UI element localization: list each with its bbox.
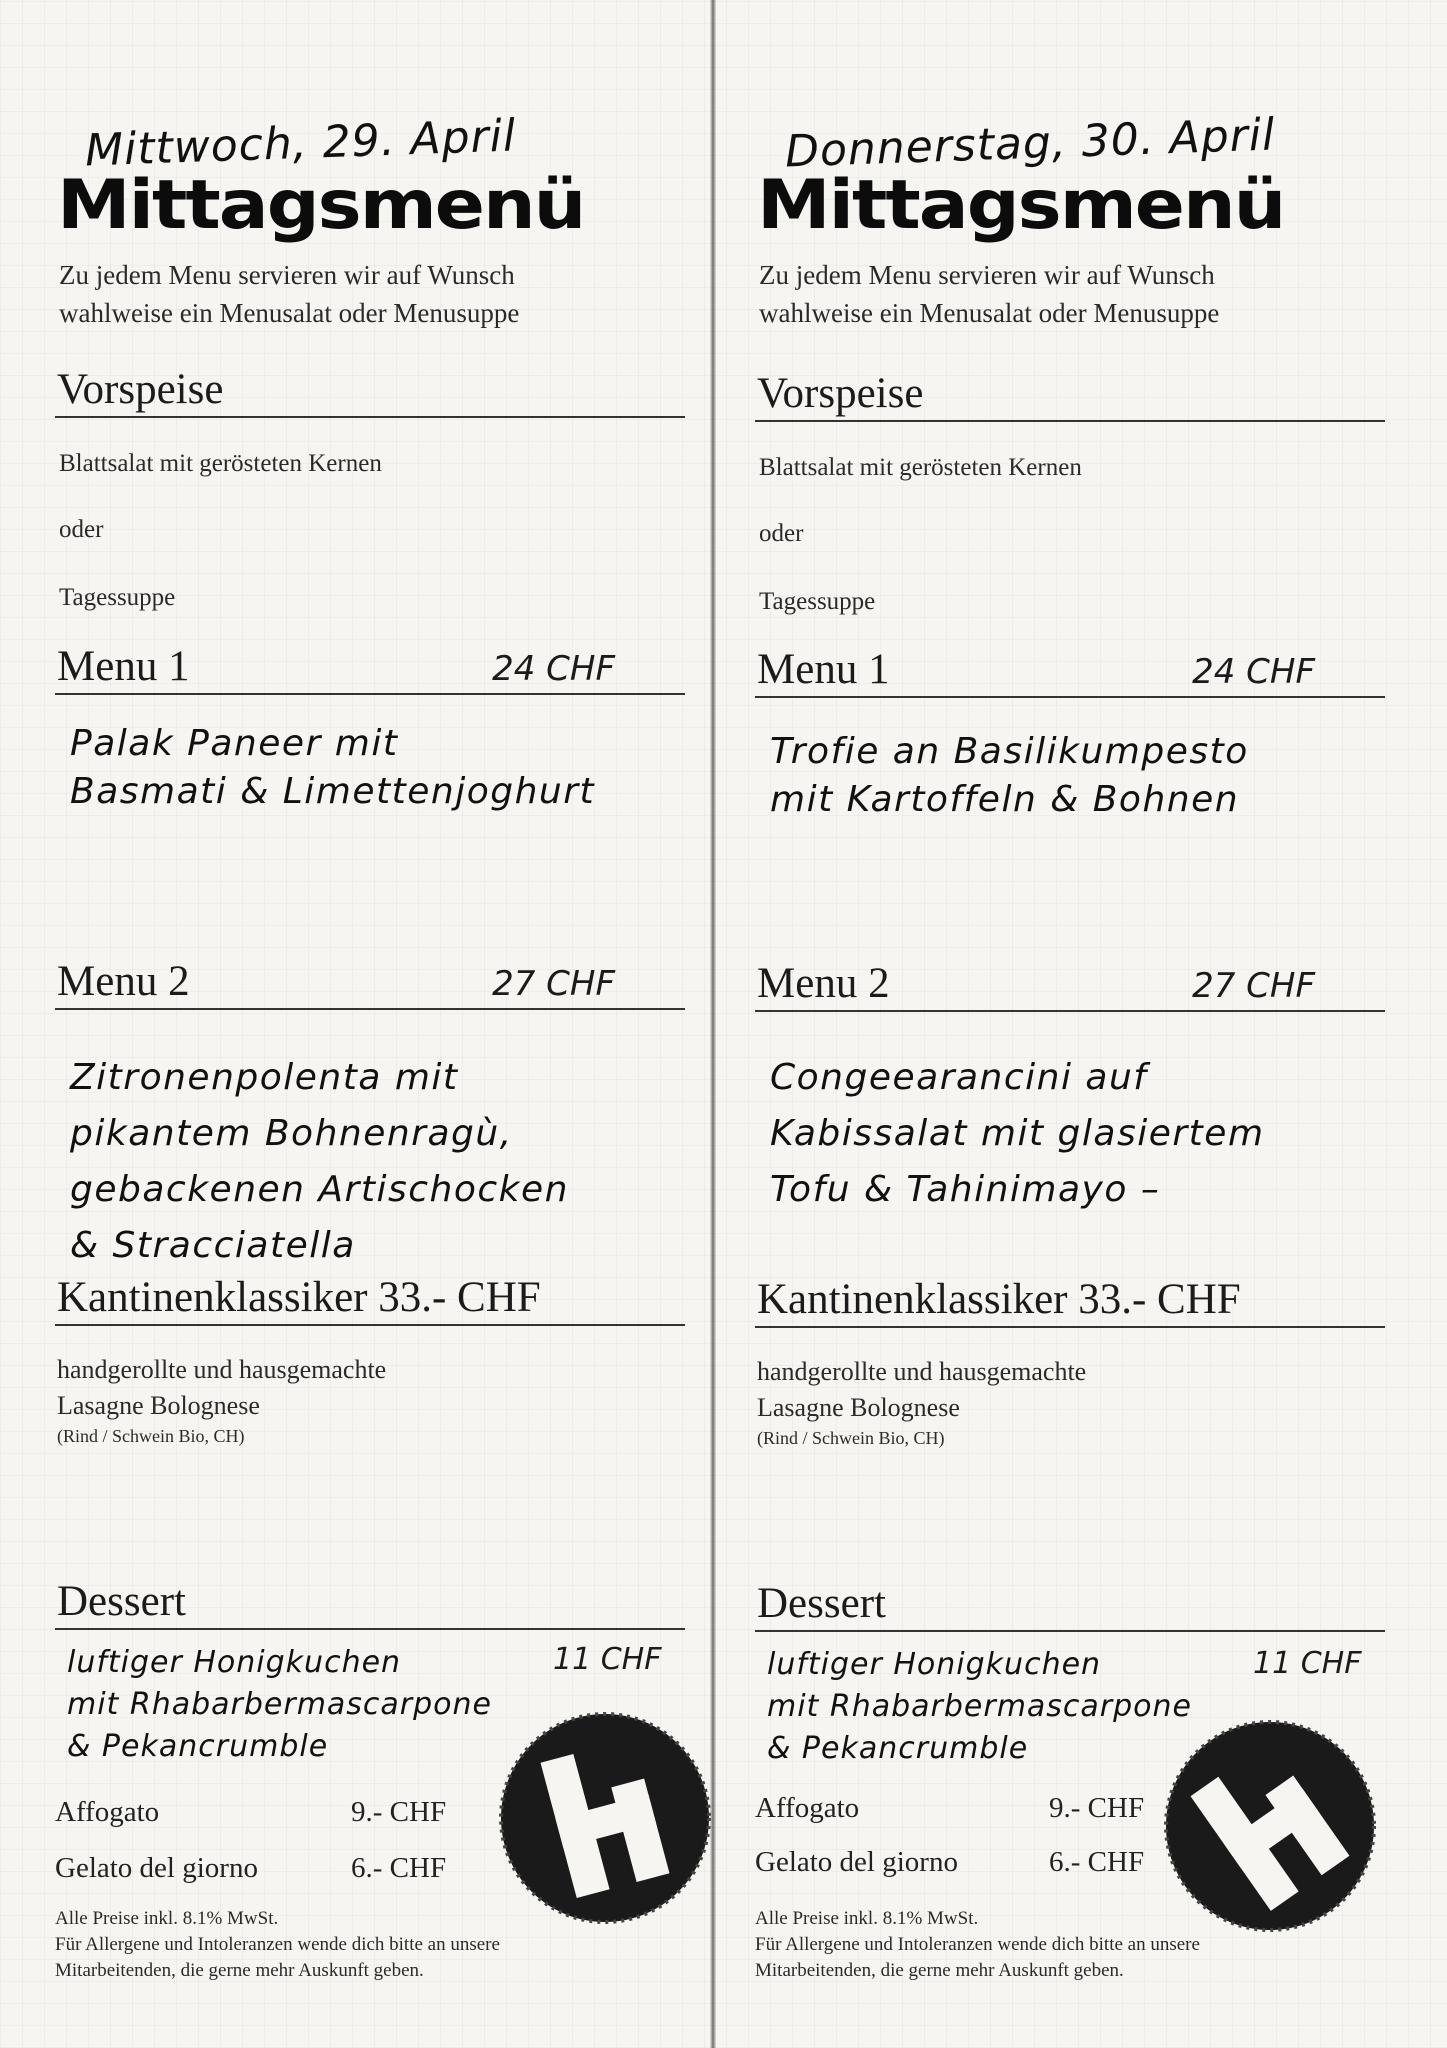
menu-1-dish [70, 720, 595, 816]
dish-line: Palak Paneer mit [70, 723, 399, 764]
dish-line: mit Rhabarbermascarpone [767, 1689, 1193, 1724]
dish-line: & Pekancrumble [67, 1729, 329, 1764]
section-label: Menu 1 [57, 643, 190, 690]
klassiker-line: Lasagne Bolognese [757, 1393, 960, 1422]
section-vorspeise [755, 372, 1385, 422]
menu-price: 27 CHF [492, 964, 615, 1004]
gelato-label: Gelato del giorno [55, 1852, 258, 1884]
klassiker-description [57, 1352, 386, 1448]
gelato-price: 6.- CHF [1049, 1846, 1145, 1878]
section-dessert [755, 1582, 1385, 1632]
dish-line: gebackenen Artischocken [70, 1169, 569, 1210]
klassiker-line: handgerollte und hausgemachte [57, 1355, 387, 1384]
affogato-price: 9.- CHF [351, 1796, 447, 1828]
intro-line: wahlweise ein Menusalat oder Menusuppe [759, 298, 1220, 328]
dish-line: pikantem Bohnenragù, [70, 1113, 513, 1154]
gelato-label: Gelato del giorno [755, 1846, 958, 1878]
dish-line: & Stracciatella [70, 1225, 356, 1266]
dish-line: Basmati & Limettenjoghurt [70, 771, 596, 812]
footer-line: Für Allergene und Intoleranzen wende dich bitte an unsere [55, 1934, 500, 1955]
footer-note [55, 1906, 500, 1984]
dessert-dish [67, 1642, 492, 1768]
dish-line: Congeearancini auf [770, 1057, 1148, 1098]
menu-card-wednesday [55, 0, 695, 2048]
vorspeise-item: Tagessuppe [759, 588, 876, 615]
section-label: Vorspeise [57, 366, 224, 413]
section-label: Kantinenklassiker 33.- CHF [57, 1274, 541, 1321]
dish-line: mit Rhabarbermascarpone [67, 1687, 493, 1722]
handwritten-date: Donnerstag, 30. April [784, 109, 1277, 178]
vorspeise-item: Blattsalat mit gerösteten Kernen [759, 454, 1082, 481]
section-kantinenklassiker [55, 1276, 685, 1326]
affogato-label: Affogato [755, 1792, 860, 1824]
footer-line: Alle Preise inkl. 8.1% MwSt. [755, 1908, 979, 1929]
section-menu-2 [55, 960, 685, 1010]
dessert-dish [767, 1644, 1192, 1770]
dish-line: Kabissalat mit glasiertem [770, 1113, 1265, 1154]
menu-card-thursday [755, 0, 1395, 2048]
gelato-price: 6.- CHF [351, 1852, 447, 1884]
dish-line: luftiger Honigkuchen [67, 1645, 402, 1680]
section-menu-1 [55, 645, 685, 695]
menu-title: Mittagsmenü [57, 165, 585, 245]
dish-line: & Pekancrumble [767, 1731, 1029, 1766]
section-label: Menu 2 [757, 960, 890, 1007]
footer-note [755, 1906, 1200, 1984]
section-label: Vorspeise [757, 370, 924, 417]
vorspeise-item: Blattsalat mit gerösteten Kernen [59, 450, 382, 477]
footer-line: Mitarbeitenden, die gerne mehr Auskunft geben. [755, 1960, 1124, 1981]
section-label: Dessert [57, 1578, 186, 1625]
menu-1-dish [770, 728, 1249, 824]
section-menu-1 [755, 648, 1385, 698]
menu-price: 24 CHF [1192, 652, 1315, 692]
section-kantinenklassiker [755, 1278, 1385, 1328]
footer-line: Mitarbeitenden, die gerne mehr Auskunft geben. [55, 1960, 424, 1981]
dessert-price: 11 CHF [1253, 1646, 1362, 1681]
menu-price: 27 CHF [1192, 966, 1315, 1006]
section-label: Dessert [757, 1580, 886, 1627]
section-label: Menu 1 [757, 646, 890, 693]
h-logo-stamp-icon [1160, 1716, 1380, 1936]
klassiker-line: (Rind / Schwein Bio, CH) [57, 1426, 245, 1446]
affogato-label: Affogato [55, 1796, 160, 1828]
intro-line: wahlweise ein Menusalat oder Menusuppe [59, 298, 520, 328]
dish-line: Trofie an Basilikumpesto [770, 731, 1249, 772]
menu-price: 24 CHF [492, 649, 615, 689]
klassiker-description [757, 1354, 1086, 1450]
klassiker-line: Lasagne Bolognese [57, 1391, 260, 1420]
klassiker-line: (Rind / Schwein Bio, CH) [757, 1428, 945, 1448]
intro-line: Zu jedem Menu servieren wir auf Wunsch [759, 260, 1215, 290]
vorspeise-item: oder [59, 516, 104, 543]
menu-2-dish [70, 1050, 569, 1274]
klassiker-line: handgerollte und hausgemachte [757, 1357, 1087, 1386]
vorspeise-item: oder [759, 520, 804, 547]
menu-intro [759, 256, 1379, 332]
dessert-price: 11 CHF [553, 1642, 662, 1677]
h-logo-stamp-icon [495, 1708, 715, 1928]
dish-line: luftiger Honigkuchen [767, 1647, 1102, 1682]
vorspeise-item: Tagessuppe [59, 584, 176, 611]
footer-line: Für Allergene und Intoleranzen wende dich bitte an unsere [755, 1934, 1200, 1955]
menu-title: Mittagsmenü [757, 165, 1285, 245]
menu-2-dish [770, 1050, 1265, 1218]
affogato-price: 9.- CHF [1049, 1792, 1145, 1824]
handwritten-date: Mittwoch, 29. April [84, 110, 517, 177]
footer-line: Alle Preise inkl. 8.1% MwSt. [55, 1908, 279, 1929]
section-label: Menu 2 [57, 958, 190, 1005]
section-menu-2 [755, 962, 1385, 1012]
dish-line: Tofu & Tahinimayo – [770, 1169, 1161, 1210]
dish-line: Zitronenpolenta mit [70, 1057, 459, 1098]
section-vorspeise [55, 368, 685, 418]
menu-intro [59, 256, 679, 332]
section-label: Kantinenklassiker 33.- CHF [757, 1276, 1241, 1323]
intro-line: Zu jedem Menu servieren wir auf Wunsch [59, 260, 515, 290]
section-dessert [55, 1580, 685, 1630]
dish-line: mit Kartoffeln & Bohnen [770, 779, 1240, 820]
